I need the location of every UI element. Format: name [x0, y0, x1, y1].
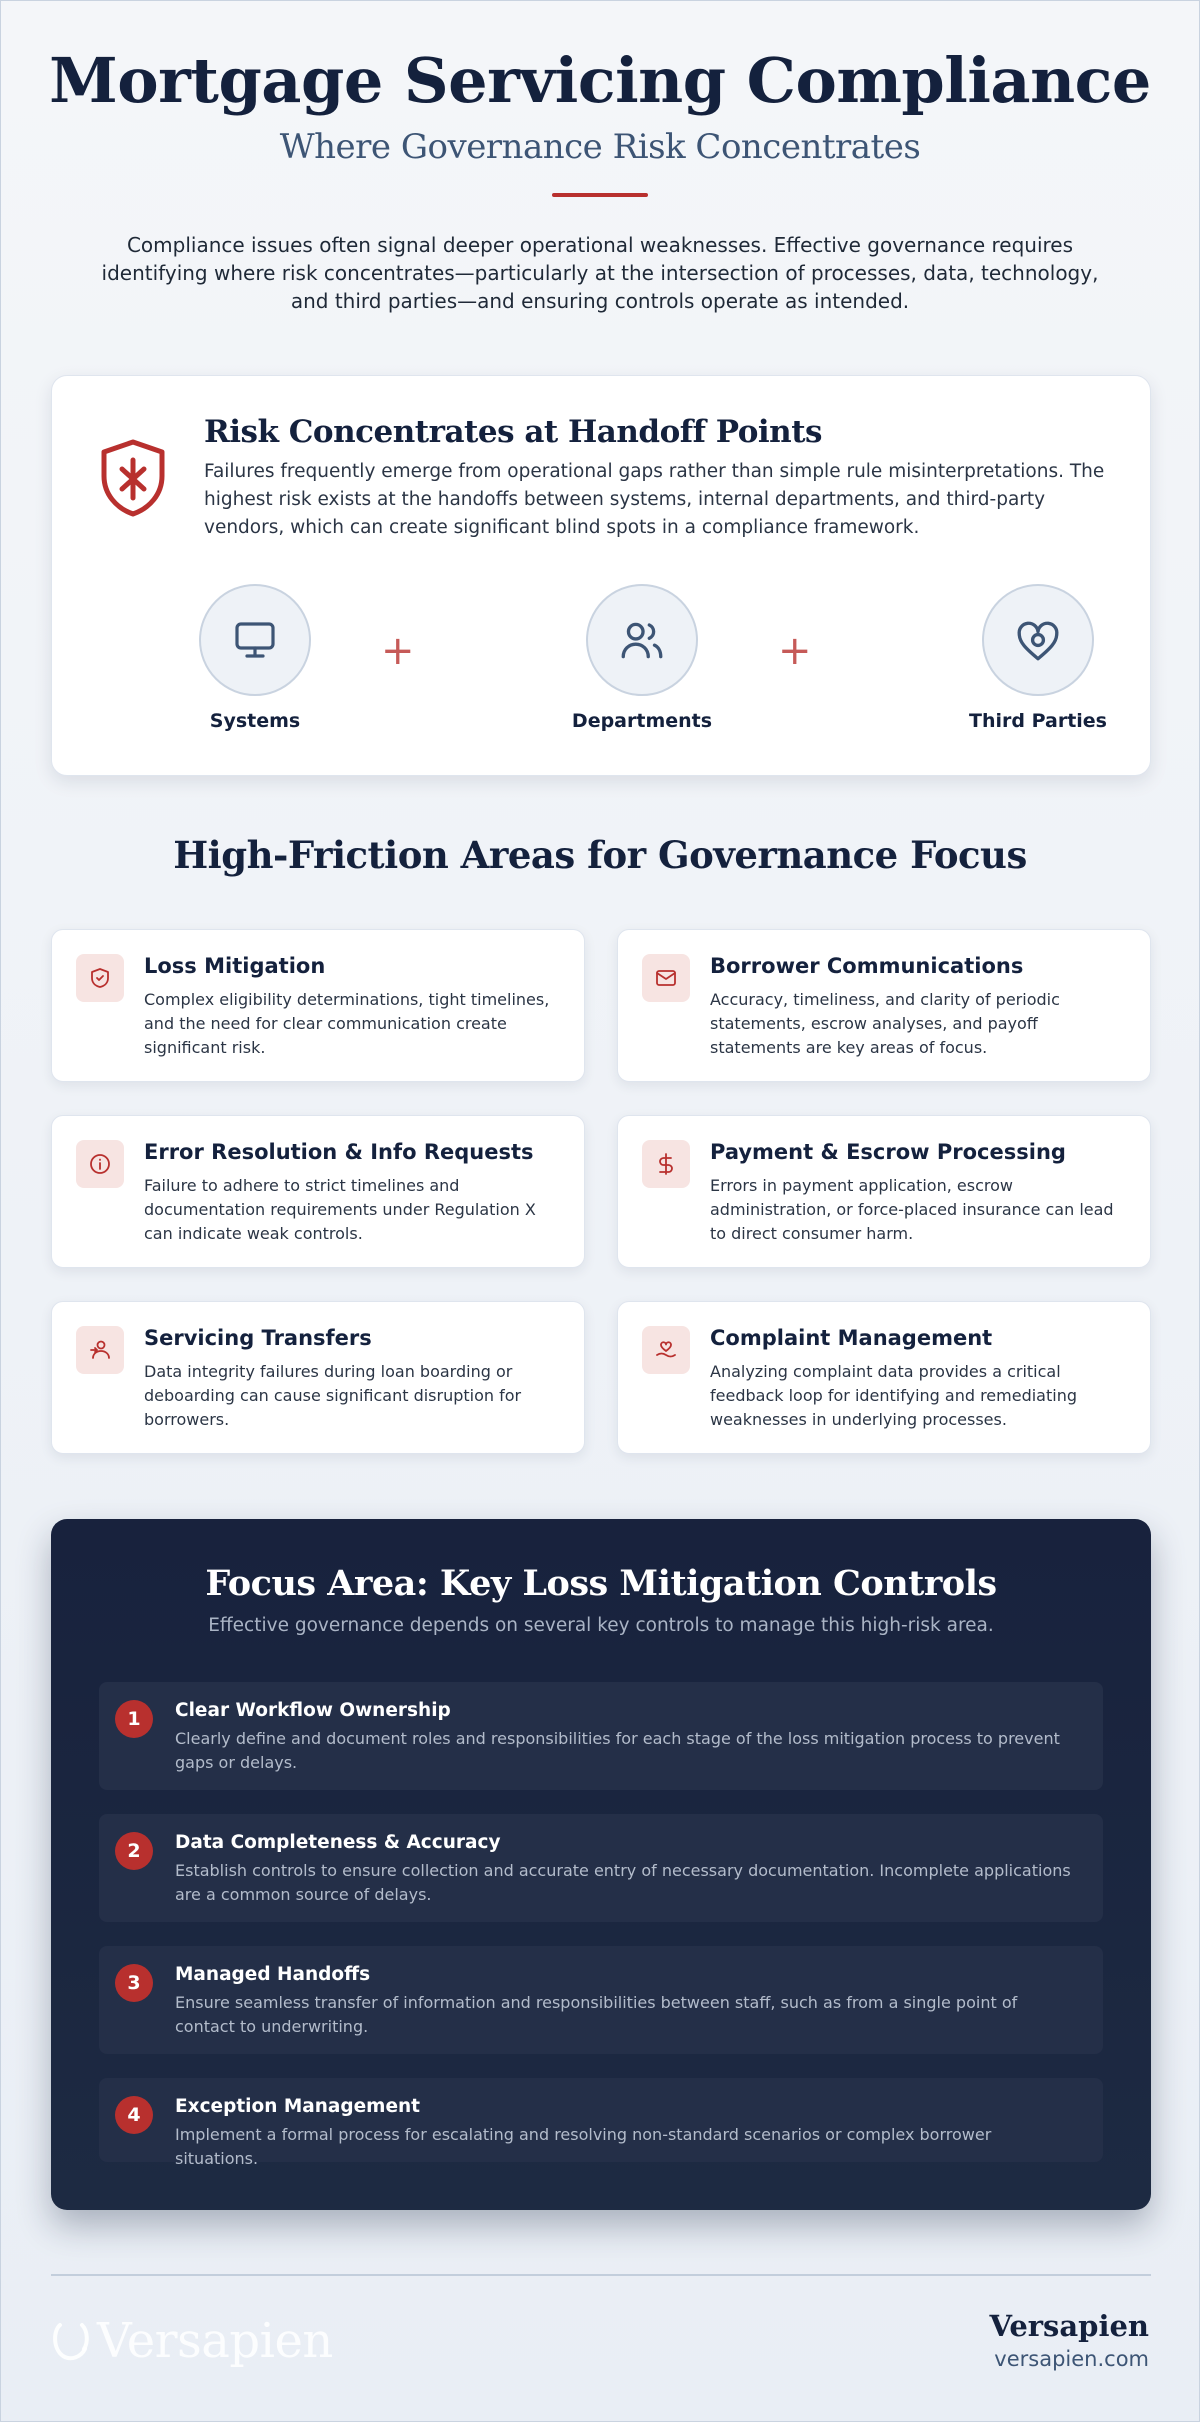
- mail-icon: [642, 954, 690, 1002]
- card-title: Error Resolution & Info Requests: [144, 1140, 534, 1164]
- footer-divider: [51, 2274, 1151, 2276]
- intro-paragraph: Compliance issues often signal deeper operational weaknesses. Effective governance requires identifying where risk concentrates—particularly at the intersection of processes, data, technology, and third parties—and ensuring controls operate as intended.: [101, 233, 1099, 313]
- step-number: 1: [115, 1700, 153, 1738]
- users-icon: [586, 584, 698, 696]
- card-text: Failure to adhere to strict timelines and documentation requirements under Regulation X can indicate weak controls.: [144, 1176, 536, 1243]
- plus-connector: +: [381, 628, 415, 674]
- node-label: Systems: [209, 710, 301, 732]
- handoff-title: Risk Concentrates at Handoff Points: [204, 414, 822, 450]
- card-title: Complaint Management: [710, 1326, 993, 1350]
- control-step: [99, 2078, 1103, 2168]
- brand-name: Versapien: [989, 2309, 1149, 2343]
- logo-wordmark: Versapien: [97, 2313, 333, 2369]
- friction-card-borrower-communications: [617, 929, 1151, 1082]
- node-systems: [145, 584, 365, 732]
- footer-brand: [989, 2309, 1149, 2371]
- step-title: Data Completeness & Accuracy: [175, 1832, 501, 1853]
- plus-connector: +: [778, 628, 812, 674]
- friction-card-servicing-transfers: [51, 1301, 585, 1454]
- friction-card-payment-escrow: [617, 1115, 1151, 1268]
- step-text: Ensure seamless transfer of information and responsibilities between staff, such as from a single point of contact to underwriting.: [175, 1993, 1018, 2036]
- node-third-parties: [928, 584, 1148, 732]
- heart-hand-icon: [642, 1326, 690, 1374]
- friction-card-complaint-management: [617, 1301, 1151, 1454]
- footer-logo: [51, 2311, 333, 2371]
- dollar-icon: [642, 1140, 690, 1188]
- control-step: [99, 1814, 1103, 1922]
- focus-title: Focus Area: Key Loss Mitigation Controls: [205, 1563, 997, 1604]
- card-text: Complex eligibility determinations, tight timelines, and the need for clear communication create significant risk.: [144, 990, 550, 1057]
- step-number: 2: [115, 1832, 153, 1870]
- logo-mark-icon: [51, 2319, 91, 2363]
- node-departments: [532, 584, 752, 732]
- step-number: 4: [115, 2096, 153, 2134]
- card-text: Data integrity failures during loan boarding or deboarding can cause significant disruption for borrowers.: [144, 1362, 522, 1429]
- shield-check-icon: [76, 954, 124, 1002]
- handoff-card: [51, 375, 1151, 776]
- card-title: Loss Mitigation: [144, 954, 326, 978]
- user-transfer-icon: [76, 1326, 124, 1374]
- focus-subtitle: Effective governance depends on several key controls to manage this high-risk area.: [208, 1615, 994, 1636]
- card-title: Borrower Communications: [710, 954, 1024, 978]
- step-title: Exception Management: [175, 2096, 421, 2117]
- control-step: [99, 1946, 1103, 2054]
- node-label: Third Parties: [969, 710, 1107, 732]
- handshake-icon: [982, 584, 1094, 696]
- step-text: Implement a formal process for escalating and resolving non-standard scenarios or complex borrower situations.: [175, 2125, 992, 2168]
- step-text: Establish controls to ensure collection and accurate entry of necessary documentation. Incomplete applications are a common source of delays.: [175, 1861, 1071, 1904]
- handoff-description: Failures frequently emerge from operational gaps rather than simple rule misinterpretations. The highest risk exists at the handoffs between systems, internal departments, and third-party vendors, which can create significant blind spots in a compliance framework.: [204, 461, 1105, 538]
- page-title: Mortgage Servicing Compliance: [49, 44, 1151, 117]
- card-text: Accuracy, timeliness, and clarity of periodic statements, escrow analyses, and payoff statements are key areas of focus.: [710, 990, 1060, 1057]
- step-title: Clear Workflow Ownership: [175, 1700, 451, 1721]
- control-step: [99, 1682, 1103, 1790]
- card-title: Servicing Transfers: [144, 1326, 372, 1350]
- brand-url[interactable]: versapien.com: [994, 2347, 1149, 2371]
- card-title: Payment & Escrow Processing: [710, 1140, 1066, 1164]
- shield-alert-icon: [98, 438, 168, 518]
- page-subtitle: Where Governance Risk Concentrates: [279, 127, 921, 167]
- monitor-icon: [199, 584, 311, 696]
- step-title: Managed Handoffs: [175, 1964, 371, 1985]
- page-header: [1, 1, 1199, 315]
- title-divider: [552, 193, 648, 197]
- step-number: 3: [115, 1964, 153, 2002]
- card-text: Analyzing complaint data provides a critical feedback loop for identifying and remediating weaknesses in underlying processes.: [710, 1362, 1077, 1429]
- card-text: Errors in payment application, escrow administration, or force-placed insurance can lead to direct consumer harm.: [710, 1176, 1114, 1243]
- friction-card-loss-mitigation: [51, 929, 585, 1082]
- step-text: Clearly define and document roles and responsibilities for each stage of the loss mitigation process to prevent gaps or delays.: [175, 1729, 1060, 1772]
- node-label: Departments: [571, 710, 713, 732]
- focus-panel: [51, 1519, 1151, 2210]
- info-icon: [76, 1140, 124, 1188]
- friction-title: High-Friction Areas for Governance Focus: [173, 833, 1027, 877]
- friction-card-error-resolution: [51, 1115, 585, 1268]
